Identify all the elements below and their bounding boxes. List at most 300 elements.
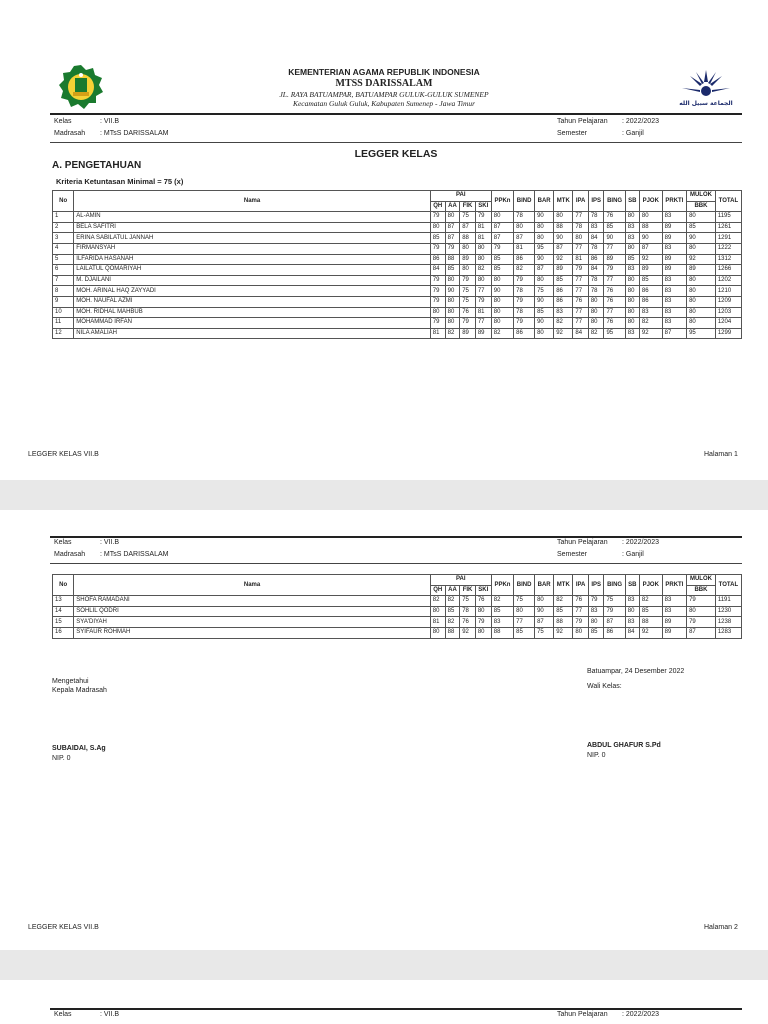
grade-cell: 77 (573, 243, 588, 254)
semester-label: Semester (557, 551, 587, 558)
grade-cell: 80 (625, 212, 639, 223)
col-header-mulok: MULOK (687, 575, 716, 586)
col-header-prkti: PRKTI (662, 191, 686, 212)
grade-cell: 82 (430, 596, 445, 607)
grade-cell: 90 (687, 233, 716, 244)
grade-cell: 85 (535, 307, 554, 318)
grade-cell: 80 (445, 212, 460, 223)
grade-cell: 87 (639, 243, 662, 254)
footer-page-number: Halaman 1 (704, 451, 738, 458)
grade-cell: 86 (588, 254, 604, 265)
table-row (53, 286, 742, 297)
madrasah-label: Madrasah (54, 551, 86, 558)
grade-cell: 1312 (715, 254, 741, 265)
grade-cell: 75 (460, 212, 476, 223)
grade-cell: 80 (639, 212, 662, 223)
grade-cell: 89 (662, 222, 686, 233)
grade-cell: 1202 (715, 275, 741, 286)
grade-cell: 79 (475, 296, 491, 307)
grade-cell: 88 (554, 617, 573, 628)
grade-cell: 79 (475, 212, 491, 223)
grade-cell: 79 (687, 617, 716, 628)
grade-cell: 75 (460, 596, 476, 607)
grade-cell: 86 (430, 254, 445, 265)
col-header-fik: FIK (460, 585, 476, 596)
grade-cell: 85 (430, 233, 445, 244)
grade-cell: 1191 (715, 596, 741, 607)
grade-cell: 83 (662, 275, 686, 286)
page-2 (0, 510, 768, 950)
grade-cell: 87 (491, 222, 513, 233)
grade-cell: 86 (604, 627, 625, 638)
grade-cell: 80 (573, 233, 588, 244)
grade-cell: 92 (460, 627, 476, 638)
grade-cell: 80 (588, 617, 604, 628)
legger-table-2 (52, 574, 742, 639)
grade-cell: 1210 (715, 286, 741, 297)
grade-cell: 90 (535, 296, 554, 307)
grade-cell: 80 (445, 307, 460, 318)
student-name: ERINA SABILATUL JANNAH (74, 233, 431, 244)
grade-cell: 80 (430, 222, 445, 233)
madrasah-label: Madrasah (54, 130, 86, 137)
grade-cell: 78 (588, 286, 604, 297)
table-row (53, 265, 742, 276)
grade-cell: 82 (639, 318, 662, 329)
tahun-value: : 2022/2023 (622, 1011, 659, 1018)
grade-cell: 76 (604, 212, 625, 223)
grade-cell: 80 (687, 212, 716, 223)
grade-cell: 80 (625, 296, 639, 307)
table-row (53, 243, 742, 254)
tahun-value: : 2022/2023 (622, 118, 659, 125)
student-name: FIRMANSYAH (74, 243, 431, 254)
grade-cell: 89 (460, 254, 476, 265)
grade-cell: 90 (535, 254, 554, 265)
grade-cell: 82 (475, 265, 491, 276)
grade-cell: 80 (460, 265, 476, 276)
grade-cell: 80 (475, 254, 491, 265)
kelas-value: : VII.B (100, 1011, 120, 1018)
grade-cell: 81 (475, 233, 491, 244)
school-address: JL. RAYA BATUAMPAR, BATUAMPAR GULUK-GULUK SUMENEP (279, 90, 489, 99)
grade-cell: 89 (662, 254, 686, 265)
grade-cell: 77 (514, 617, 535, 628)
grade-cell: 81 (475, 307, 491, 318)
grade-cell: 77 (475, 318, 491, 329)
grade-cell: 79 (460, 275, 476, 286)
grade-cell: 85 (554, 606, 573, 617)
wali-kelas-label: Wali Kelas: (587, 683, 622, 690)
grade-cell: 87 (554, 243, 573, 254)
grade-cell: 82 (639, 596, 662, 607)
grade-cell: 80 (687, 296, 716, 307)
tahun-label: Tahun Pelajaran (557, 118, 608, 125)
grade-cell: 78 (514, 307, 535, 318)
col-header-no: No (53, 191, 74, 212)
grade-cell: 83 (588, 606, 604, 617)
grade-cell: 81 (430, 328, 445, 339)
row-number: 14 (53, 606, 74, 617)
grade-cell: 78 (514, 286, 535, 297)
grade-cell: 79 (430, 275, 445, 286)
grade-cell: 79 (514, 275, 535, 286)
col-header-bbk: BBK (687, 201, 716, 212)
student-name: AL-AMIN (74, 212, 431, 223)
student-name: MOH. NAUFAL AZMI (74, 296, 431, 307)
grade-cell: 89 (662, 627, 686, 638)
col-header-ips: IPS (588, 575, 604, 596)
grade-cell: 85 (604, 222, 625, 233)
student-name: SYIFAUR ROHMAH (74, 627, 431, 638)
school-district: Kecamatan Guluk Guluk, Kabupaten Sumenep - Jawa Timur (292, 99, 476, 108)
wali-name: ABDUL GHAFUR S.Pd (587, 742, 661, 749)
grade-cell: 80 (535, 275, 554, 286)
col-header-no: No (53, 575, 74, 596)
grade-cell: 92 (554, 627, 573, 638)
kepala-madrasah-label: Kepala Madrasah (52, 687, 107, 694)
grade-cell: 87 (662, 328, 686, 339)
grade-cell: 1291 (715, 233, 741, 244)
grade-cell: 89 (460, 328, 476, 339)
wali-nip: NIP. 0 (587, 752, 606, 759)
grade-cell: 87 (491, 233, 513, 244)
footer-page-number: Halaman 2 (704, 924, 738, 931)
legger-table-1 (52, 190, 742, 339)
col-header-qh: QH (430, 585, 445, 596)
grade-cell: 80 (554, 212, 573, 223)
row-number: 13 (53, 596, 74, 607)
grade-cell: 85 (554, 275, 573, 286)
grade-cell: 80 (491, 318, 513, 329)
student-name: LAILATUL QOMARIYAH (74, 265, 431, 276)
grade-cell: 85 (639, 606, 662, 617)
grade-cell: 82 (514, 265, 535, 276)
grade-cell: 77 (604, 243, 625, 254)
grade-cell: 86 (554, 296, 573, 307)
grade-cell: 88 (445, 254, 460, 265)
grade-cell: 87 (687, 627, 716, 638)
grade-cell: 79 (445, 243, 460, 254)
grade-cell: 78 (514, 212, 535, 223)
grade-cell: 80 (491, 307, 513, 318)
grade-cell: 1195 (715, 212, 741, 223)
grade-cell: 1266 (715, 265, 741, 276)
grade-cell: 79 (588, 596, 604, 607)
table-row (53, 318, 742, 329)
grade-cell: 88 (639, 222, 662, 233)
grade-cell: 1238 (715, 617, 741, 628)
grade-cell: 89 (604, 254, 625, 265)
col-header-prkti: PRKTI (662, 575, 686, 596)
col-header-mulok: MULOK (687, 191, 716, 202)
grade-cell: 80 (535, 222, 554, 233)
grade-cell: 76 (573, 296, 588, 307)
grade-cell: 80 (625, 275, 639, 286)
grade-cell: 95 (687, 328, 716, 339)
col-header-pai: PAI (430, 575, 491, 586)
grade-cell: 80 (687, 606, 716, 617)
grade-cell: 79 (573, 617, 588, 628)
grade-cell: 77 (604, 275, 625, 286)
grade-cell: 1283 (715, 627, 741, 638)
grade-cell: 76 (604, 286, 625, 297)
grade-cell: 80 (687, 286, 716, 297)
mengetahui-text: Mengetahui (52, 678, 89, 685)
col-header-ipa: IPA (573, 575, 588, 596)
grade-cell: 89 (639, 265, 662, 276)
row-number: 16 (53, 627, 74, 638)
place-date: Batuampar, 24 Desember 2022 (587, 668, 685, 675)
grade-cell: 92 (687, 254, 716, 265)
grade-cell: 83 (625, 222, 639, 233)
row-number: 4 (53, 243, 74, 254)
col-header-bar: BAR (535, 575, 554, 596)
madrasah-value: : MTsS DARISSALAM (100, 130, 169, 137)
grade-cell: 76 (460, 307, 476, 318)
grade-cell: 80 (491, 275, 513, 286)
grade-cell: 87 (460, 222, 476, 233)
grade-cell: 78 (588, 243, 604, 254)
grade-cell: 85 (445, 265, 460, 276)
grade-cell: 87 (445, 233, 460, 244)
grade-cell: 80 (687, 275, 716, 286)
row-number: 3 (53, 233, 74, 244)
grade-cell: 80 (625, 606, 639, 617)
col-header-pai: PAI (430, 191, 491, 202)
svg-text:الجماعة سبيل الله: الجماعة سبيل الله (679, 100, 733, 107)
student-name: MOHAMMAD IRFAN (74, 318, 431, 329)
grade-cell: 85 (625, 254, 639, 265)
grade-cell: 83 (625, 265, 639, 276)
grade-cell: 78 (588, 212, 604, 223)
grade-cell: 87 (604, 617, 625, 628)
grade-cell: 80 (430, 627, 445, 638)
grade-cell: 95 (535, 243, 554, 254)
grade-cell: 79 (430, 318, 445, 329)
grade-cell: 90 (604, 233, 625, 244)
grade-cell: 82 (554, 318, 573, 329)
grade-cell: 84 (588, 233, 604, 244)
grade-cell: 80 (445, 296, 460, 307)
col-header-total: TOTAL (715, 191, 741, 212)
col-header-fik: FIK (460, 201, 476, 212)
grade-cell: 85 (639, 275, 662, 286)
row-number: 11 (53, 318, 74, 329)
grade-cell: 79 (430, 286, 445, 297)
grade-cell: 84 (625, 627, 639, 638)
col-header-bing: BING (604, 575, 625, 596)
grade-cell: 83 (639, 307, 662, 318)
grade-cell: 76 (460, 617, 476, 628)
kelas-value: : VII.B (100, 539, 120, 546)
grade-cell: 88 (445, 627, 460, 638)
page-1 (0, 0, 768, 480)
student-name: MOH. ARINAL HAQ ZAYYADI (74, 286, 431, 297)
grade-cell: 89 (662, 265, 686, 276)
grade-cell: 77 (573, 318, 588, 329)
grade-cell: 77 (573, 212, 588, 223)
row-number: 8 (53, 286, 74, 297)
grade-cell: 82 (491, 328, 513, 339)
grade-cell: 79 (430, 296, 445, 307)
grade-cell: 80 (687, 318, 716, 329)
grade-cell: 83 (588, 222, 604, 233)
grade-cell: 78 (460, 606, 476, 617)
grade-cell: 1299 (715, 328, 741, 339)
grade-cell: 75 (514, 596, 535, 607)
grade-cell: 80 (445, 275, 460, 286)
grade-cell: 83 (662, 606, 686, 617)
row-number: 10 (53, 307, 74, 318)
grade-cell: 79 (475, 617, 491, 628)
col-header-pjok: PJOK (639, 191, 662, 212)
row-number: 1 (53, 212, 74, 223)
grade-cell: 77 (475, 286, 491, 297)
grade-cell: 83 (662, 596, 686, 607)
kelas-label: Kelas (54, 1011, 72, 1018)
row-number: 6 (53, 265, 74, 276)
grade-cell: 75 (460, 286, 476, 297)
grade-cell: 78 (573, 222, 588, 233)
page-3 (0, 980, 768, 1024)
footer-legger-label: LEGGER KELAS VII.B (28, 924, 99, 931)
grade-cell: 92 (639, 328, 662, 339)
grade-cell: 90 (535, 318, 554, 329)
grade-cell: 80 (535, 328, 554, 339)
grade-cell: 92 (554, 254, 573, 265)
col-header-total: TOTAL (715, 575, 741, 596)
col-header-aa: AA (445, 585, 460, 596)
semester-value: : Ganjil (622, 130, 644, 137)
row-number: 2 (53, 222, 74, 233)
grade-cell: 83 (662, 296, 686, 307)
grade-cell: 75 (460, 296, 476, 307)
grade-cell: 90 (554, 233, 573, 244)
grade-cell: 82 (554, 596, 573, 607)
col-header-sb: SB (625, 575, 639, 596)
col-header-nama: Nama (74, 575, 431, 596)
table-row (53, 275, 742, 286)
grade-cell: 90 (639, 233, 662, 244)
table-row (53, 596, 742, 607)
grade-cell: 78 (588, 275, 604, 286)
grade-cell: 92 (639, 254, 662, 265)
grade-cell: 86 (554, 286, 573, 297)
grade-cell: 80 (588, 296, 604, 307)
grade-cell: 80 (625, 286, 639, 297)
student-name: BELA SAFITRI (74, 222, 431, 233)
grade-cell: 83 (662, 212, 686, 223)
student-name: SOHLIL QODRI (74, 606, 431, 617)
grade-cell: 82 (445, 328, 460, 339)
grade-cell: 87 (535, 265, 554, 276)
grade-cell: 90 (491, 286, 513, 297)
row-number: 7 (53, 275, 74, 286)
grade-cell: 80 (430, 307, 445, 318)
table-row (53, 617, 742, 628)
kelas-label: Kelas (54, 539, 72, 546)
col-header-bing: BING (604, 191, 625, 212)
kkm-text: Kriteria Ketuntasan Minimal = 75 (x) (56, 177, 184, 186)
grade-cell: 79 (514, 296, 535, 307)
grade-cell: 79 (491, 243, 513, 254)
grade-cell: 81 (573, 254, 588, 265)
grade-cell: 83 (625, 233, 639, 244)
grade-cell: 1261 (715, 222, 741, 233)
grade-cell: 80 (535, 596, 554, 607)
section-title: A. PENGETAHUAN (52, 160, 142, 171)
grade-cell: 88 (460, 233, 476, 244)
grade-cell: 80 (588, 307, 604, 318)
grade-cell: 80 (475, 606, 491, 617)
col-header-mtk: MTK (554, 191, 573, 212)
grade-cell: 80 (514, 222, 535, 233)
grade-cell: 80 (573, 627, 588, 638)
tahun-value: : 2022/2023 (622, 539, 659, 546)
table-row (53, 296, 742, 307)
grade-cell: 90 (445, 286, 460, 297)
legger-title: LEGGER KELAS (354, 148, 438, 160)
grade-cell: 83 (625, 328, 639, 339)
table-row (53, 328, 742, 339)
grade-cell: 82 (491, 596, 513, 607)
grade-cell: 1209 (715, 296, 741, 307)
col-header-bind: BIND (514, 191, 535, 212)
grade-cell: 87 (514, 233, 535, 244)
grade-cell: 89 (662, 617, 686, 628)
grade-cell: 88 (491, 627, 513, 638)
grade-cell: 85 (491, 265, 513, 276)
grade-cell: 79 (604, 265, 625, 276)
kepala-name: SUBAIDAI, S.Ag (52, 745, 106, 752)
tahun-label: Tahun Pelajaran (557, 539, 608, 546)
grade-cell: 80 (625, 243, 639, 254)
row-number: 12 (53, 328, 74, 339)
darissalam-logo-icon (672, 64, 740, 108)
grade-cell: 83 (491, 617, 513, 628)
grade-cell: 87 (535, 617, 554, 628)
madrasah-value: : MTsS DARISSALAM (100, 551, 169, 558)
col-header-ips: IPS (588, 191, 604, 212)
grade-cell: 80 (475, 627, 491, 638)
grade-cell: 86 (639, 296, 662, 307)
student-name: SYA'DIYAH (74, 617, 431, 628)
student-name: NILA AMALIAH (74, 328, 431, 339)
grade-cell: 92 (639, 627, 662, 638)
grade-cell: 75 (604, 596, 625, 607)
grade-cell: 76 (604, 296, 625, 307)
student-name: SHOFA RAMADANI (74, 596, 431, 607)
student-name: ILFARIDA HASANAH (74, 254, 431, 265)
grade-cell: 83 (554, 307, 573, 318)
table-row (53, 233, 742, 244)
grade-cell: 81 (475, 222, 491, 233)
grade-cell: 89 (475, 328, 491, 339)
grade-cell: 1204 (715, 318, 741, 329)
grade-cell: 86 (639, 286, 662, 297)
col-header-ski: SKI (475, 201, 491, 212)
col-header-ski: SKI (475, 585, 491, 596)
grade-cell: 75 (535, 286, 554, 297)
grade-cell: 75 (535, 627, 554, 638)
grade-cell: 76 (475, 596, 491, 607)
grade-cell: 85 (445, 606, 460, 617)
col-header-qh: QH (430, 201, 445, 212)
grade-cell: 1203 (715, 307, 741, 318)
grade-cell: 88 (639, 617, 662, 628)
grade-cell: 80 (491, 212, 513, 223)
